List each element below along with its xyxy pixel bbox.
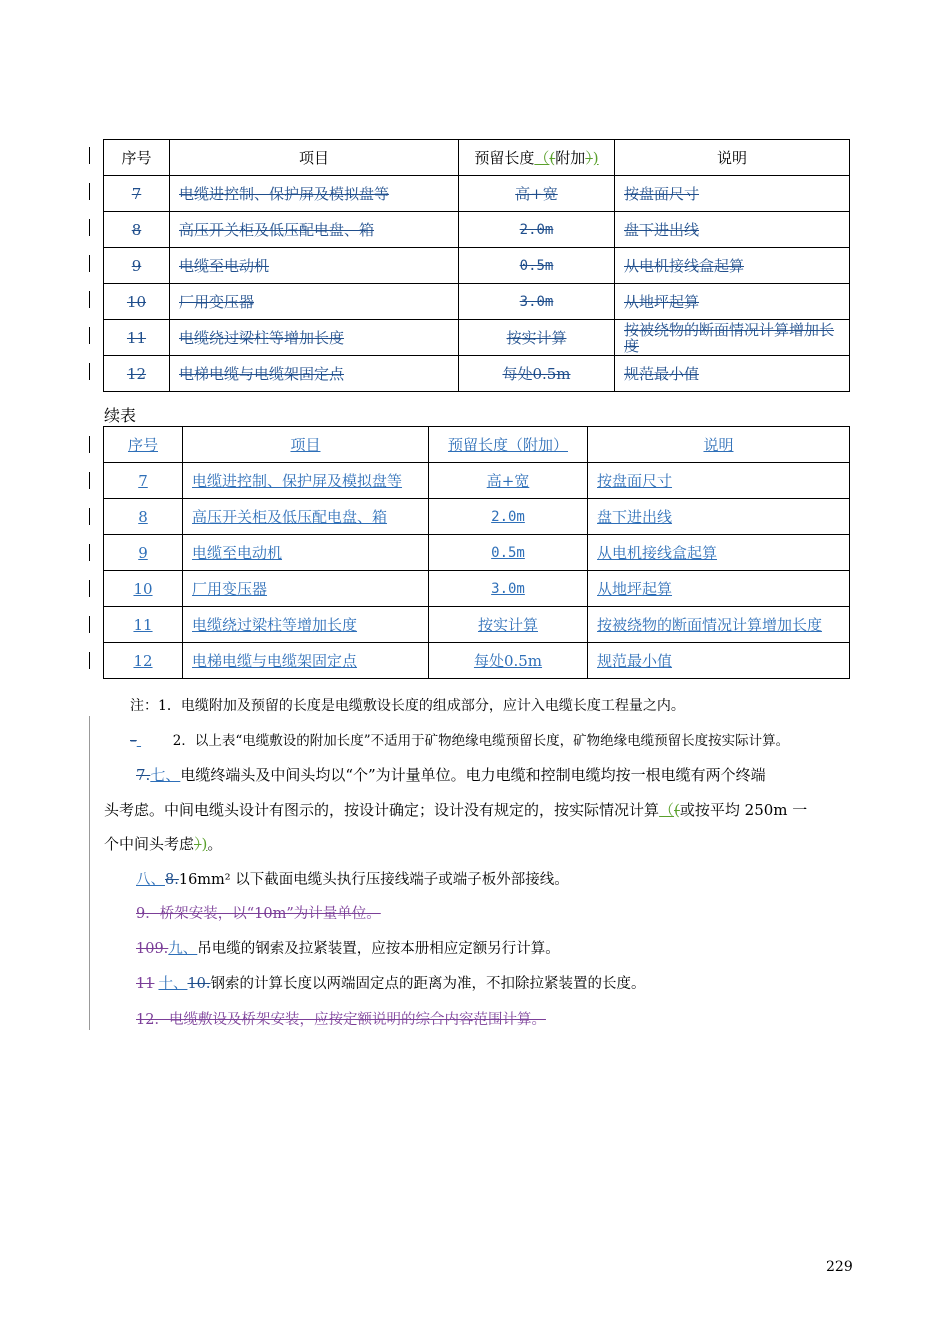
deletion-mark: 8.: [165, 872, 179, 888]
col-header-no: 序号: [104, 427, 183, 463]
deletion-mark: (: [549, 148, 556, 167]
paragraph-11: [136, 974, 882, 994]
cell-item: 电缆至电动机: [183, 535, 429, 571]
change-bar: [89, 616, 90, 633]
cell-item: 电梯电缆与电缆架固定点: [183, 643, 429, 679]
cell-desc: 从地坪起算: [615, 284, 850, 320]
col-header-desc: 说明: [615, 140, 850, 176]
table-inserted: [103, 426, 850, 679]
table-header-row: [104, 140, 850, 176]
cell-no: 11: [104, 607, 183, 643]
note-2-text: 2．以上表“电缆敷设的附加长度”不适用于矿物绝缘电缆预留长度，矿物绝缘电缆预留长度按实际计算。: [172, 733, 790, 749]
cell-length: 高+宽: [429, 463, 588, 499]
paragraph-text: 电缆终端头及中间头均以“个”为计量单位。电力电缆和控制电缆均按一根电缆有两个终端: [180, 766, 766, 784]
deletion-mark: 10.: [187, 976, 211, 992]
table-row: [104, 571, 850, 607]
cell-no: 10: [104, 284, 170, 320]
table-row: [104, 535, 850, 571]
insertion-mark: 八、: [136, 872, 165, 888]
cell-item: 电缆进控制、保护屏及模拟盘等: [170, 176, 459, 212]
cell-desc: 从地坪起算: [588, 571, 850, 607]
cell-no: 9: [104, 248, 170, 284]
paragraph-8: [136, 870, 882, 890]
change-bar: [89, 472, 90, 489]
cell-no: 9: [104, 535, 183, 571]
cell-length: 每处0.5m: [459, 356, 615, 392]
change-bar: [89, 363, 90, 380]
table-row: [104, 212, 850, 248]
cell-item: 电缆绕过梁柱等增加长度: [170, 320, 459, 356]
paragraph-12-deleted: [136, 1010, 882, 1030]
cell-desc: 按被绕物的断面情况计算增加长度: [588, 607, 850, 643]
cell-length: 0.5m: [459, 248, 615, 284]
deletion-mark: (: [674, 801, 680, 819]
insertion-mark: 十、: [158, 976, 188, 992]
cell-item: 厂用变压器: [170, 284, 459, 320]
deletion-mark: ）: [194, 835, 202, 853]
cell-item: 电梯电缆与电缆架固定点: [170, 356, 459, 392]
change-bar: [89, 436, 90, 453]
cell-desc: 按盘面尺寸: [588, 463, 850, 499]
cell-length: 按实计算: [459, 320, 615, 356]
insertion-mark: ): [592, 148, 599, 167]
insertion-mark: 七、: [150, 766, 181, 784]
paragraph-text: 或按平均 250m 一: [679, 801, 808, 819]
table-row: [104, 176, 850, 212]
deletion-mark: 11: [136, 976, 155, 992]
cell-no: 8: [104, 499, 183, 535]
cell-no: 8: [104, 212, 170, 248]
change-bar: [89, 255, 90, 272]
table-row: [104, 320, 850, 356]
cell-length: 0.5m: [429, 535, 588, 571]
paragraph-text: 钢索的计算长度以两端固定点的距离为准，不扣除拉紧装置的长度。: [210, 976, 646, 992]
table-row: [104, 463, 850, 499]
cell-no: 12: [104, 356, 170, 392]
cell-length: 3.0m: [429, 571, 588, 607]
note-2: [130, 729, 789, 749]
table-row: [104, 499, 850, 535]
paragraph-10: [136, 939, 882, 959]
header-text: 预留长度: [474, 148, 535, 167]
deletion-mark: 7.: [136, 766, 151, 784]
col-header-no: 序号: [104, 140, 170, 176]
cell-no: 11: [104, 320, 170, 356]
paragraph-7-line-3: [104, 834, 850, 854]
change-bar: [89, 652, 90, 669]
paragraph-7: [104, 765, 850, 785]
cell-no: 10: [104, 571, 183, 607]
table-row: [104, 248, 850, 284]
col-header-item: 项目: [170, 140, 459, 176]
cell-item: 电缆绕过梁柱等增加长度: [183, 607, 429, 643]
cell-length: 2.0m: [429, 499, 588, 535]
paragraph-text: 头考虑。中间电缆头设计有图示的，按设计确定；设计没有规定的，按实际情况计算: [104, 801, 660, 819]
cell-desc: 盘下进出线: [615, 212, 850, 248]
continued-label: 续表: [104, 406, 137, 425]
paragraph-7-line-2: [104, 800, 850, 820]
table-row: [104, 607, 850, 643]
cell-length: 2.0m: [459, 212, 615, 248]
change-bar: [89, 147, 90, 164]
insertion-mark: 九、: [168, 941, 198, 957]
insertion-mark: ): [201, 835, 208, 853]
col-header-length: 预留长度（附加）: [429, 427, 588, 463]
table-deleted: [103, 139, 850, 392]
change-bar: [89, 544, 90, 561]
cell-item: 电缆至电动机: [170, 248, 459, 284]
change-bar: [89, 580, 90, 597]
header-text: 附加: [555, 148, 586, 167]
cell-item: 高压开关柜及低压配电盘、箱: [170, 212, 459, 248]
paragraph-text: 个中间头考虑: [104, 835, 195, 853]
table-row: [104, 356, 850, 392]
change-bar: [89, 327, 90, 344]
paragraph-text: 。: [207, 835, 223, 853]
table-header-row: [104, 427, 850, 463]
col-header-length: [459, 140, 615, 176]
paragraph-9-deleted: [136, 904, 882, 924]
deletion-mark: –: [130, 733, 137, 749]
change-bar: [89, 219, 90, 236]
change-bar: [89, 508, 90, 525]
cell-no: 7: [104, 463, 183, 499]
cell-desc: 按盘面尺寸: [615, 176, 850, 212]
table-row: [104, 643, 850, 679]
cell-desc: 盘下进出线: [588, 499, 850, 535]
insertion-mark: [137, 733, 173, 749]
cell-item: 高压开关柜及低压配电盘、箱: [183, 499, 429, 535]
cell-desc: 按被绕物的断面情况计算增加长度: [615, 320, 850, 356]
paragraph-text: 吊电缆的钢索及拉紧装置，应按本册相应定额另行计算。: [197, 941, 560, 957]
change-bar: [89, 291, 90, 308]
col-header-desc: 说明: [588, 427, 850, 463]
paragraph-text: 16mm² 以下截面电缆头执行压接线端子或端子板外部接线。: [178, 872, 569, 888]
insertion-mark: （: [659, 801, 675, 819]
deletion-mark: ）: [585, 148, 593, 167]
cell-desc: 规范最小值: [588, 643, 850, 679]
table-row: [104, 284, 850, 320]
deletion-mark: 109.: [136, 941, 169, 957]
cell-length: 每处0.5m: [429, 643, 588, 679]
cell-desc: 从电机接线盒起算: [588, 535, 850, 571]
page-number: 229: [826, 1259, 853, 1275]
cell-item: 电缆进控制、保护屏及模拟盘等: [183, 463, 429, 499]
cell-length: 按实计算: [429, 607, 588, 643]
insertion-mark: （: [534, 148, 550, 167]
cell-desc: 规范最小值: [615, 356, 850, 392]
cell-length: 高+宽: [459, 176, 615, 212]
note-1: 注：1．电缆附加及预留的长度是电缆敷设长度的组成部分，应计入电缆长度工程量之内。: [130, 698, 685, 714]
col-header-item: 项目: [183, 427, 429, 463]
cell-item: 厂用变压器: [183, 571, 429, 607]
cell-desc: 从电机接线盒起算: [615, 248, 850, 284]
cell-no: 12: [104, 643, 183, 679]
cell-no: 7: [104, 176, 170, 212]
cell-length: 3.0m: [459, 284, 615, 320]
change-bar: [89, 716, 90, 1030]
change-bar: [89, 183, 90, 200]
deletion-mark: 9．桥架安装，以“10m”为计量单位。: [136, 906, 381, 922]
deletion-mark: 12．电缆敷设及桥架安装，应按定额说明的综合内容范围计算。: [136, 1012, 546, 1028]
